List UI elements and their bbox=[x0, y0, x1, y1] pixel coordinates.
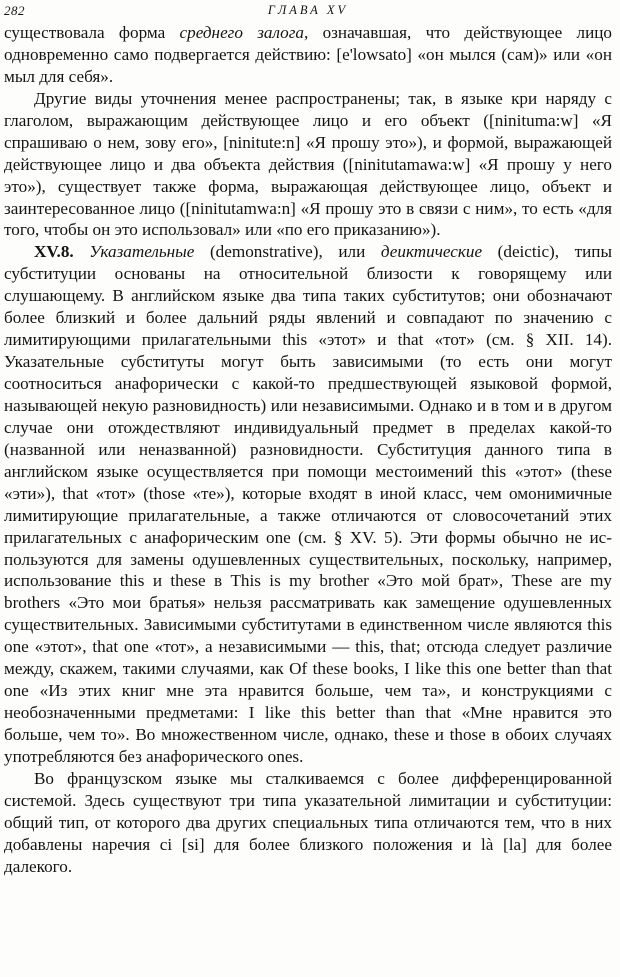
body-text bbox=[4, 22, 612, 878]
paragraph: Другие виды уточнения менее распространены; так, в языке кри наряду с глаголом, выражающим действующее лицо и его объект ([ninituma:w] «Я спрашиваю о нем, зову его», [ninitute:n] «Я прошу это»), и формой, выражающей действующее лицо и два объекта действия ([ninitutamawa:w] «Я прошу у него это»), существует также форма, выражающая действующее лицо, объект и заинтересованное лицо ([ninitutamwa:n] «Я прошу это в связи с ним», то есть «для того, чтобы он это использовал» или «по его приказанию»). bbox=[4, 88, 612, 240]
running-head bbox=[4, 0, 612, 22]
paragraph: существовала форма среднего залога, означавшая, что действующее лицо одновременно само подвергается действию: [e'lowsato] «он мылся (сам)» или «он мыл для себя». bbox=[4, 23, 613, 86]
section-paragraph-xv-8: XV.8. Указательные (demonstrative), или деиктические (deictic), типы субституции основаны на относительной близости к говорящему или слушающему. В английском языке два типа таких субститутов; они обозначают более близкий и более дальний ряды явлений и совпадают по значению с лимитирующими прилагательными this «этот» и that «тот» (см. § XII. 14). Указательные субституты могут быть зависимыми (то есть они могут соотноситься анафорически с какой-то предшествующей языковой формой, называющей некую разновидность) или независимыми. Однако и в том и в другом случае они отождествляют индивидуальный предмет в пределах какой-то (названной или неназванной) разновидности. Субституция данного типа в английском языке осуществляется при помощи местоимений this «этот» (these «эти»), that «тот» (those «те»), которые входят в иной класс, чем омонимичные лимитирующие прилагательные, а также отличаются от словосочетаний этих прилагательных с анафорическим one (см. § XV. 5). Эти формы обычно не используются для замены одушевленных существительных, поскольку, например, использование this и these в This is my brother «Это мой брат», These are my brothers «Это мои братья» нельзя рассматривать как замещение одушевленных существительных. Зависимыми субститутами в единственном числе являются this one «этот», that one «тот», а независимыми — this, that; отсюда следует различие между, скажем, такими случаями, как Of these books, I like this one better than that one «Из этих книг мне эта нравится больше, чем та», и конструкциями с необозначенными предметами: I like this better than that «Мне нравится это больше, чем то». Во множественном числе, однако, these и those в обоих случаях употребляются без анафорического ones. bbox=[4, 242, 612, 766]
chapter-title: ГЛАВА XV bbox=[267, 3, 349, 17]
paragraph: Во французском языке мы сталкиваемся с более дифференцированной системой. Здесь существуют три типа указательной лимитации и субституции: общий тип, от которого два других специальных типа отличаются тем, что в них добавлены наречия ci [si] для более близкого положения и là [la] для более далекого. bbox=[4, 768, 612, 876]
page-number: 282 bbox=[4, 3, 25, 18]
